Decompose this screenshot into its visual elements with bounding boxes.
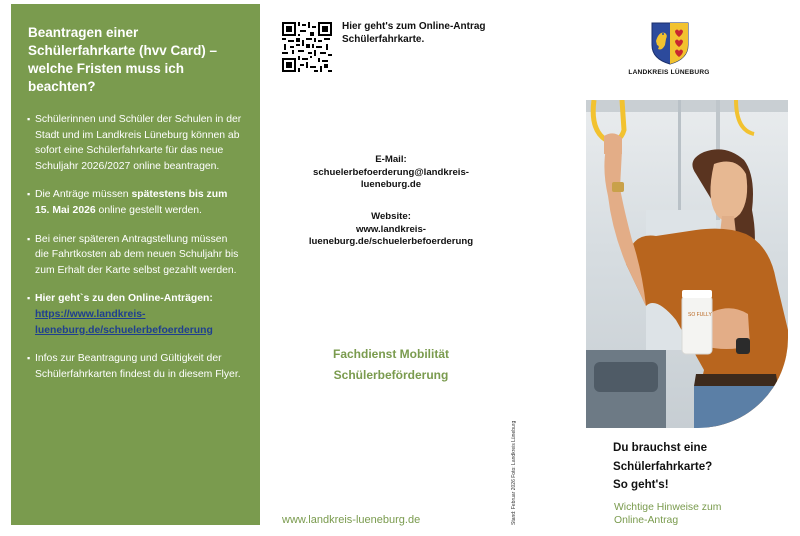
email-block bbox=[300, 154, 482, 192]
department-name: Fachdienst Mobilität bbox=[332, 347, 449, 361]
email-address[interactable]: schuelerbefoerderung@landkreis-lueneburg.de bbox=[313, 166, 469, 190]
info-item-flyer: ▪ Infos zur Beantragung und Gültigkeit der Schülerfahrkarten findest du in diesem Flyer. bbox=[28, 351, 242, 382]
info-item-deadline: ▪ Die Anträge müssen spätestens bis zum 15. Mai 2026 online gestellt werden. bbox=[28, 187, 242, 218]
qr-code-icon[interactable] bbox=[282, 22, 332, 72]
online-link-label: Hier geht`s zu den Online-Anträgen: bbox=[35, 293, 213, 305]
cup-print-text: SO FULLY bbox=[688, 312, 712, 318]
deadline-highlight: spätestens bis zum 15. Mai 2026 bbox=[35, 189, 228, 216]
footer-website[interactable]: www.landkreis-lueneburg.de bbox=[282, 514, 421, 526]
online-application-link[interactable]: https://www.landkreis-lueneburg.de/schuelerbefoerderung bbox=[35, 308, 213, 336]
info-item-availability: ▪ Schülerinnen und Schüler der Schulen in der Stadt und im Landkreis Lüneburg können ab sofort eine Schülerfahrkarte für das neue Schuljahr 2026/2027 online beantragen. bbox=[28, 112, 242, 174]
info-item-late-application: ▪ Bei einer späteren Antragstellung müssen die Fahrtkosten ab dem neuen Schuljahr bis zum Erhalt der Karte selbst gezahlt werden. bbox=[28, 232, 242, 279]
district-name: LANDKREIS LÜNEBURG bbox=[628, 69, 710, 76]
website-label: Website: bbox=[371, 211, 411, 222]
info-item-online-link bbox=[28, 291, 242, 338]
website-block bbox=[300, 211, 482, 249]
info-panel-title: Beantragen einer Schülerfahrkarte (hvv Card) – welche Fristen muss ich beachten? bbox=[28, 25, 218, 94]
cover-headline: Du brauchst eine Schülerfahrkarte? So geht's! bbox=[613, 441, 713, 491]
website-address[interactable]: www.landkreis-lueneburg.de/schuelerbefoerderung bbox=[308, 223, 474, 247]
info-list bbox=[28, 112, 242, 382]
email-label: E-Mail: bbox=[375, 154, 407, 165]
qr-caption: Hier geht's zum Online-Antrag Schülerfahrkarte. bbox=[342, 21, 486, 45]
district-crest-icon bbox=[650, 21, 690, 65]
info-panel bbox=[11, 4, 260, 525]
department-unit: Schülerbeförderung bbox=[333, 368, 449, 382]
cover-photo bbox=[586, 100, 788, 428]
cover-subline: Wichtige Hinweise zum Online-Antrag bbox=[614, 502, 722, 526]
print-credit-note: Stand: Februar 2026 Foto: Landkreis Lüneburg bbox=[511, 420, 517, 525]
